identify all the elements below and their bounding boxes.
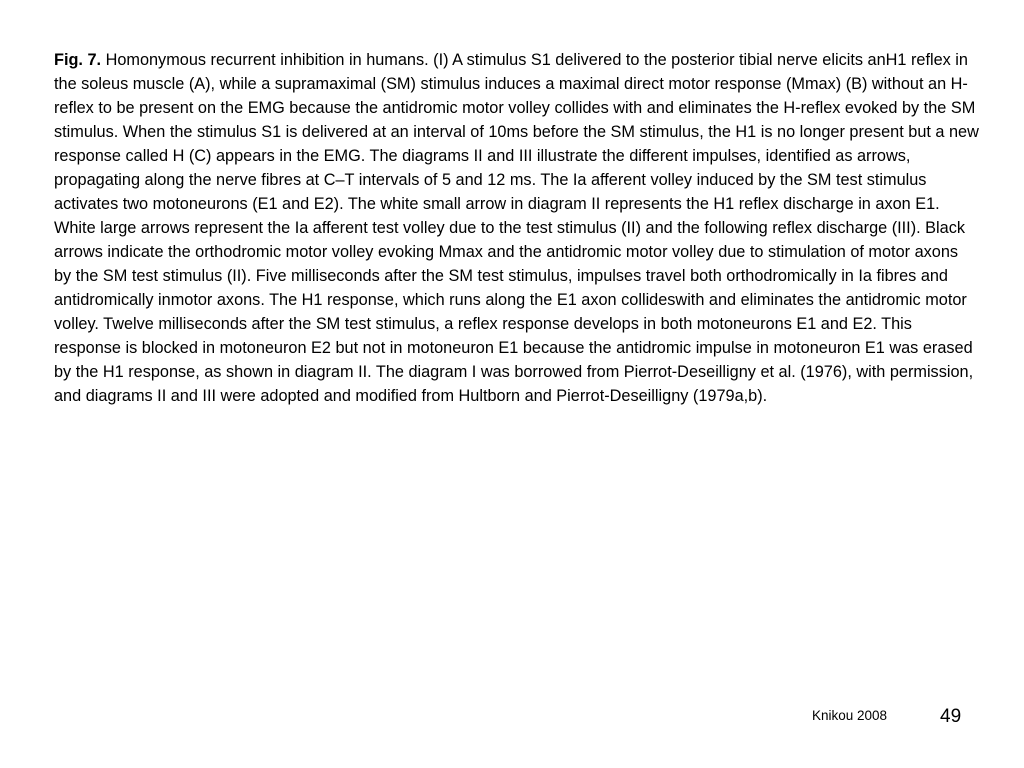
- figure-caption-text: Homonymous recurrent inhibition in humans. (I) A stimulus S1 delivered to the posterior tibial nerve elicits anH1 reflex in the soleus muscle (A), while a supramaximal (SM) stimulus induces a maximal direct motor response (Mmax) (B) without an H-reflex to be present on the EMG because the antidromic motor volley collides with and eliminates the H-reflex evoked by the SM stimulus. When the stimulus S1 is delivered at an interval of 10ms before the SM stimulus, the H1 is no longer present but a new response called H (C) appears in the EMG. The diagrams II and III illustrate the different impulses, identified as arrows, propagating along the nerve fibres at C–T intervals of 5 and 12 ms. The Ia afferent volley induced by the SM test stimulus activates two motoneurons (E1 and E2). The white small arrow in diagram II represents the H1 reflex discharge in axon E1. White large arrows represent the Ia afferent test volley due to the test stimulus (II) and the following reflex discharge (III). Black arrows indicate the orthodromic motor volley evoking Mmax and the antidromic motor volley due to stimulation of motor axons by the SM test stimulus (II). Five milliseconds after the SM test stimulus, impulses travel both orthodromically in Ia fibres and antidromically inmotor axons. The H1 response, which runs along the E1 axon collideswith and eliminates the antidromic motor volley. Twelve milliseconds after the SM test stimulus, a reflex response develops in both motoneurons E1 and E2. This response is blocked in motoneuron E2 but not in motoneuron E1 because the antidromic impulse in motoneuron E1 was erased by the H1 response, as shown in diagram II. The diagram I was borrowed from Pierrot-Deseilligny et al. (1976), with permission, and diagrams II and III were adopted and modified from Hultborn and Pierrot-Deseilligny (1979a,b).: [54, 51, 979, 405]
- figure-caption: [54, 48, 979, 408]
- figure-label: Fig. 7.: [54, 51, 102, 69]
- page-number: 49: [940, 706, 962, 727]
- footer-credit: Knikou 2008: [812, 708, 888, 723]
